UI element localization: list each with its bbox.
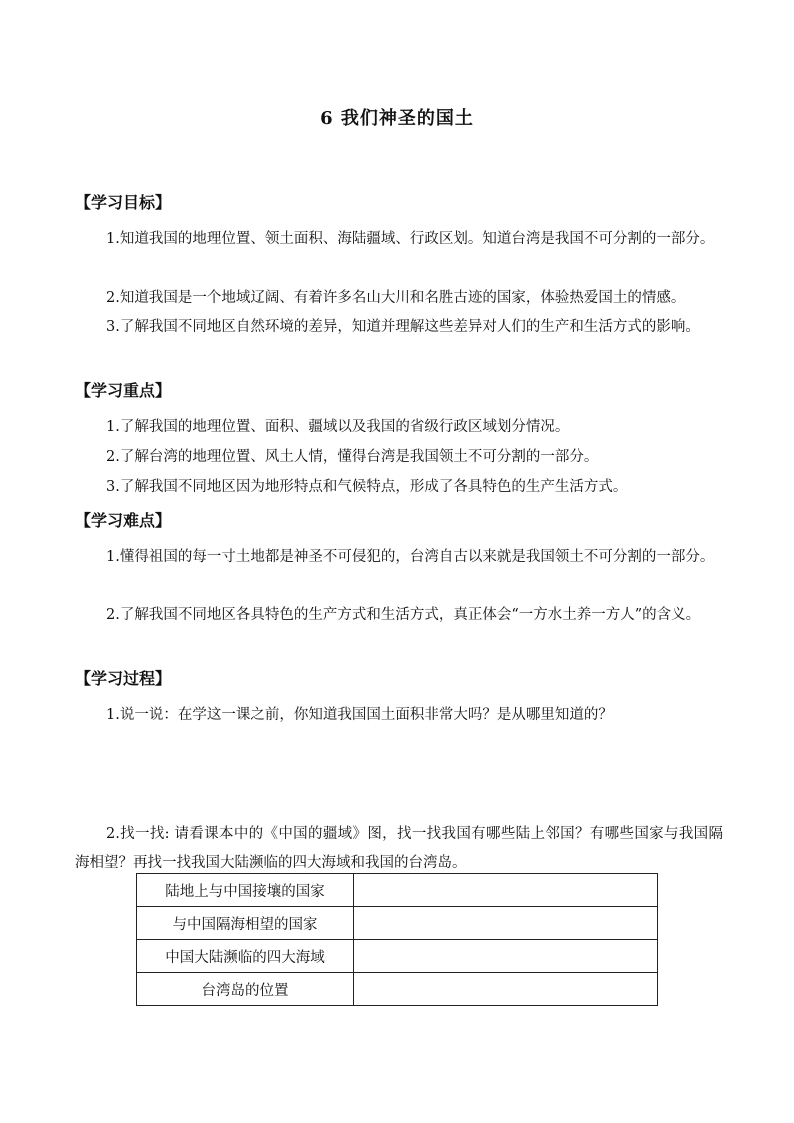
table-row-label: 台湾岛的位置	[137, 973, 354, 1006]
table-answer-cell[interactable]	[354, 907, 658, 940]
process-item-1: 1.说一说：在学这一课之前，你知道我国国土面积非常大吗？是从哪里知道的？	[106, 707, 613, 723]
key-point-item-3: 3.了解我国不同地区因为地形特点和气候特点，形成了各具特色的生产生活方式。	[106, 479, 628, 495]
table-row	[137, 874, 658, 907]
table-answer-cell[interactable]	[354, 973, 658, 1006]
difficulty-item-2: 2.了解我国不同地区各具特色的生产方式和生活方式，真正体会“一方水土养一方人”的含义。	[106, 607, 701, 623]
goal-item-2: 2.知道我国是一个地域辽阔、有着许多名山大川和名胜古迹的国家，体验热爱国土的情感。	[106, 290, 686, 306]
table-row	[137, 907, 658, 940]
goal-item-1: 1.知道我国的地理位置、领土面积、海陆疆域、行政区划。知道台湾是我国不可分割的一部分。	[106, 231, 715, 247]
section-heading-goals: 【学习目标】	[75, 193, 172, 212]
process-item-2: 2.找一找: 请看课本中的《中国的疆域》图，找一找我国有哪些陆上邻国？有哪些国家与我国隔海相望？再找一找我国大陆濒临的四大海域和我国的台湾岛。	[75, 826, 723, 871]
section-heading-key-points: 【学习重点】	[75, 381, 172, 400]
difficulty-item-1: 1.懂得祖国的每一寸土地都是神圣不可侵犯的，台湾自古以来就是我国领土不可分割的一部分。	[106, 549, 715, 565]
section-heading-process: 【学习过程】	[75, 669, 172, 688]
section-heading-difficulties: 【学习难点】	[75, 511, 172, 530]
neighbors-table	[136, 873, 658, 1006]
table-row	[137, 940, 658, 973]
key-point-item-2: 2.了解台湾的地理位置、风土人情，懂得台湾是我国领土不可分割的一部分。	[106, 449, 599, 465]
key-point-item-1: 1.了解我国的地理位置、面积、疆域以及我国的省级行政区域划分情况。	[106, 419, 570, 435]
table-row-label: 与中国隔海相望的国家	[137, 907, 354, 940]
table-row-label: 陆地上与中国接壤的国家	[137, 874, 354, 907]
page-title: 6 我们神圣的国土	[320, 108, 474, 129]
table-answer-cell[interactable]	[354, 940, 658, 973]
goal-item-3: 3.了解我国不同地区自然环境的差异，知道并理解这些差异对人们的生产和生活方式的影响。	[106, 319, 700, 335]
table-row-label: 中国大陆濒临的四大海域	[137, 940, 354, 973]
table-answer-cell[interactable]	[354, 874, 658, 907]
table-row	[137, 973, 658, 1006]
